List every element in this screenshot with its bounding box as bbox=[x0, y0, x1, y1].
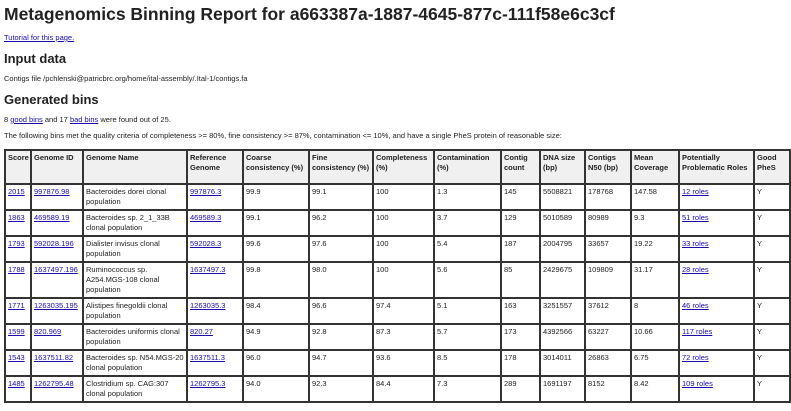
coarse-consistency-cell: 94.9 bbox=[243, 324, 309, 350]
column-header-contigs-n50: Contigs N50 (bp) bbox=[585, 150, 631, 184]
score-cell bbox=[5, 298, 31, 324]
reference-genome-link[interactable]: 1637511.3 bbox=[190, 353, 225, 362]
fine-consistency-cell: 97.6 bbox=[309, 236, 373, 262]
problematic-roles-cell bbox=[679, 376, 754, 402]
problematic-roles-cell bbox=[679, 350, 754, 376]
score-cell bbox=[5, 262, 31, 298]
score-link[interactable]: 1788 bbox=[8, 265, 25, 274]
reference-genome-cell bbox=[187, 324, 243, 350]
reference-genome-link[interactable]: 592028.3 bbox=[190, 239, 222, 248]
tutorial-link[interactable]: Tutorial for this page. bbox=[4, 33, 75, 42]
contigs-file-text: Contigs file /pchlenski@patricbrc.org/home/ital-assembly/.Ital-1/contigs.fa bbox=[4, 74, 248, 83]
contamination-cell: 3.7 bbox=[434, 210, 501, 236]
score-link[interactable]: 2015 bbox=[8, 187, 25, 196]
dna-size-cell: 4392566 bbox=[540, 324, 585, 350]
reference-genome-cell bbox=[187, 376, 243, 402]
score-cell bbox=[5, 376, 31, 402]
problematic-roles-link[interactable]: 28 roles bbox=[682, 265, 709, 274]
coarse-consistency-cell: 99.6 bbox=[243, 236, 309, 262]
problematic-roles-cell bbox=[679, 210, 754, 236]
column-header-problematic-roles: Potentially Problematic Roles bbox=[679, 150, 754, 184]
genome-id-link[interactable]: 469589.19 bbox=[34, 213, 70, 222]
genome-id-cell bbox=[31, 298, 83, 324]
reference-genome-link[interactable]: 997876.3 bbox=[190, 187, 222, 196]
mean-coverage-cell: 6.75 bbox=[631, 350, 679, 376]
bins-summary bbox=[4, 115, 787, 125]
table-row bbox=[5, 298, 790, 324]
completeness-cell: 93.6 bbox=[373, 350, 434, 376]
score-link[interactable]: 1599 bbox=[8, 327, 25, 336]
genome-name-cell: Bacteroides sp. 2_1_33B clonal population bbox=[83, 210, 187, 236]
contamination-cell: 1.3 bbox=[434, 184, 501, 210]
reference-genome-link[interactable]: 1262795.3 bbox=[190, 379, 226, 388]
contig-count-cell: 145 bbox=[501, 184, 540, 210]
column-header-score: Score bbox=[5, 150, 31, 184]
table-row bbox=[5, 262, 790, 298]
contig-count-cell: 163 bbox=[501, 298, 540, 324]
table-row bbox=[5, 184, 790, 210]
fine-consistency-cell: 92.8 bbox=[309, 324, 373, 350]
coarse-consistency-cell: 96.0 bbox=[243, 350, 309, 376]
contamination-cell: 5.7 bbox=[434, 324, 501, 350]
reference-genome-link[interactable]: 469589.3 bbox=[190, 213, 222, 222]
mean-coverage-cell: 31.17 bbox=[631, 262, 679, 298]
coarse-consistency-cell: 99.9 bbox=[243, 184, 309, 210]
column-header-coarse-consistency: Coarse consistency (%) bbox=[243, 150, 309, 184]
completeness-cell: 100 bbox=[373, 236, 434, 262]
mean-coverage-cell: 147.58 bbox=[631, 184, 679, 210]
good-phes-cell: Y bbox=[754, 184, 790, 210]
genome-id-cell bbox=[31, 376, 83, 402]
score-link[interactable]: 1485 bbox=[8, 379, 25, 388]
good-phes-cell: Y bbox=[754, 298, 790, 324]
fine-consistency-cell: 92.3 bbox=[309, 376, 373, 402]
contamination-cell: 7.3 bbox=[434, 376, 501, 402]
good-phes-cell: Y bbox=[754, 236, 790, 262]
reference-genome-cell bbox=[187, 262, 243, 298]
problematic-roles-cell bbox=[679, 184, 754, 210]
contig-count-cell: 289 bbox=[501, 376, 540, 402]
completeness-cell: 87.3 bbox=[373, 324, 434, 350]
reference-genome-cell bbox=[187, 210, 243, 236]
completeness-cell: 100 bbox=[373, 210, 434, 236]
generated-bins-heading: Generated bins bbox=[4, 92, 99, 107]
score-cell bbox=[5, 324, 31, 350]
column-header-contig-count: Contig count bbox=[501, 150, 540, 184]
problematic-roles-cell bbox=[679, 298, 754, 324]
score-link[interactable]: 1543 bbox=[8, 353, 25, 362]
contigs-n50-cell: 178768 bbox=[585, 184, 631, 210]
dna-size-cell: 5508821 bbox=[540, 184, 585, 210]
coarse-consistency-cell: 99.8 bbox=[243, 262, 309, 298]
mean-coverage-cell: 8.42 bbox=[631, 376, 679, 402]
column-header-dna-size: DNA size (bp) bbox=[540, 150, 585, 184]
table-row bbox=[5, 210, 790, 236]
fine-consistency-cell: 96.2 bbox=[309, 210, 373, 236]
score-cell bbox=[5, 236, 31, 262]
completeness-cell: 97.4 bbox=[373, 298, 434, 324]
problematic-roles-cell bbox=[679, 324, 754, 350]
genome-id-link[interactable]: 820.969 bbox=[34, 327, 62, 336]
table-row bbox=[5, 236, 790, 262]
contigs-n50-cell: 63227 bbox=[585, 324, 631, 350]
table-row bbox=[5, 350, 790, 376]
dna-size-cell: 3014011 bbox=[540, 350, 585, 376]
completeness-cell: 84.4 bbox=[373, 376, 434, 402]
fine-consistency-cell: 96.6 bbox=[309, 298, 373, 324]
reference-genome-cell bbox=[187, 236, 243, 262]
score-cell bbox=[5, 210, 31, 236]
column-header-contamination: Contamination (%) bbox=[434, 150, 501, 184]
genome-id-cell bbox=[31, 350, 83, 376]
problematic-roles-link[interactable]: 12 roles bbox=[682, 187, 709, 196]
dna-size-cell: 5010589 bbox=[540, 210, 585, 236]
bins-table bbox=[4, 149, 791, 403]
dna-size-cell: 3251557 bbox=[540, 298, 585, 324]
good-count: 8 bbox=[4, 115, 9, 124]
genome-id-link[interactable]: 1637497.196 bbox=[34, 265, 78, 274]
genome-name-cell: Bacteroides sp. N54.MGS-20 clonal population bbox=[83, 350, 187, 376]
genome-id-cell bbox=[31, 210, 83, 236]
contig-count-cell: 178 bbox=[501, 350, 540, 376]
problematic-roles-cell bbox=[679, 262, 754, 298]
good-phes-cell: Y bbox=[754, 376, 790, 402]
bad-count: and 17 bbox=[44, 115, 68, 124]
good-phes-cell: Y bbox=[754, 262, 790, 298]
summary-tail: were found out of 25. bbox=[100, 115, 171, 124]
genome-id-cell bbox=[31, 184, 83, 210]
good-phes-cell: Y bbox=[754, 350, 790, 376]
contigs-n50-cell: 33657 bbox=[585, 236, 631, 262]
page-title: Metagenomics Binning Report for a663387a-1887-4645-877c-111f58e6c3cf bbox=[4, 4, 615, 24]
column-header-reference-genome: Reference Genome bbox=[187, 150, 243, 184]
genome-name-cell: Dialister invisus clonal population bbox=[83, 236, 187, 262]
genome-id-cell bbox=[31, 236, 83, 262]
coarse-consistency-cell: 99.1 bbox=[243, 210, 309, 236]
dna-size-cell: 1691197 bbox=[540, 376, 585, 402]
fine-consistency-cell: 98.0 bbox=[309, 262, 373, 298]
genome-name-cell: Bacteroides uniformis clonal population bbox=[83, 324, 187, 350]
genome-name-cell: Bacteroides dorei clonal population bbox=[83, 184, 187, 210]
reference-genome-link[interactable]: 1637497.3 bbox=[190, 265, 226, 274]
contigs-n50-cell: 80989 bbox=[585, 210, 631, 236]
fine-consistency-cell: 99.1 bbox=[309, 184, 373, 210]
coarse-consistency-cell: 98.4 bbox=[243, 298, 309, 324]
genome-id-cell bbox=[31, 262, 83, 298]
contig-count-cell: 173 bbox=[501, 324, 540, 350]
contigs-n50-cell: 37612 bbox=[585, 298, 631, 324]
genome-name-cell: Clostridium sp. CAG:307 clonal population bbox=[83, 376, 187, 402]
table-row bbox=[5, 324, 790, 350]
genome-name-cell: Ruminococcus sp. A254.MGS-108 clonal population bbox=[83, 262, 187, 298]
criteria-text: The following bins met the quality criteria of completeness >= 80%, fine consistency >= 87%, contamination <= 10%, and have a single PheS protein of reasonable size: bbox=[4, 131, 562, 140]
problematic-roles-link[interactable]: 33 roles bbox=[682, 239, 709, 248]
dna-size-cell: 2429675 bbox=[540, 262, 585, 298]
problematic-roles-link[interactable]: 117 roles bbox=[682, 327, 713, 336]
reference-genome-cell bbox=[187, 298, 243, 324]
contamination-cell: 5.4 bbox=[434, 236, 501, 262]
column-header-mean-coverage: Mean Coverage bbox=[631, 150, 679, 184]
contig-count-cell: 129 bbox=[501, 210, 540, 236]
genome-id-link[interactable]: 1637511.82 bbox=[34, 353, 74, 362]
fine-consistency-cell: 94.7 bbox=[309, 350, 373, 376]
dna-size-cell: 2004795 bbox=[540, 236, 585, 262]
genome-id-link[interactable]: 592028.196 bbox=[34, 239, 74, 248]
contigs-n50-cell: 109809 bbox=[585, 262, 631, 298]
coarse-consistency-cell: 94.0 bbox=[243, 376, 309, 402]
completeness-cell: 100 bbox=[373, 262, 434, 298]
input-data-heading: Input data bbox=[4, 51, 67, 66]
genome-id-cell bbox=[31, 324, 83, 350]
problematic-roles-link[interactable]: 46 roles bbox=[682, 301, 709, 310]
contamination-cell: 5.6 bbox=[434, 262, 501, 298]
column-header-genome-id: Genome ID bbox=[31, 150, 83, 184]
contigs-n50-cell: 8152 bbox=[585, 376, 631, 402]
column-header-fine-consistency: Fine consistency (%) bbox=[309, 150, 373, 184]
reference-genome-cell bbox=[187, 184, 243, 210]
genome-name-cell: Alistipes finegoldii clonal population bbox=[83, 298, 187, 324]
mean-coverage-cell: 10.66 bbox=[631, 324, 679, 350]
bad-bins-link[interactable]: bad bins bbox=[69, 115, 99, 124]
problematic-roles-link[interactable]: 109 roles bbox=[682, 379, 713, 388]
completeness-cell: 100 bbox=[373, 184, 434, 210]
score-cell bbox=[5, 350, 31, 376]
good-phes-cell: Y bbox=[754, 210, 790, 236]
mean-coverage-cell: 19.22 bbox=[631, 236, 679, 262]
problematic-roles-link[interactable]: 51 roles bbox=[682, 213, 709, 222]
reference-genome-link[interactable]: 1263035.3 bbox=[190, 301, 226, 310]
contigs-n50-cell: 26863 bbox=[585, 350, 631, 376]
column-header-genome-name: Genome Name bbox=[83, 150, 187, 184]
column-header-completeness: Completeness (%) bbox=[373, 150, 434, 184]
mean-coverage-cell: 8 bbox=[631, 298, 679, 324]
column-header-good-phes: Good PheS bbox=[754, 150, 790, 184]
genome-id-link[interactable]: 1263035.195 bbox=[34, 301, 78, 310]
contamination-cell: 5.1 bbox=[434, 298, 501, 324]
table-row bbox=[5, 376, 790, 402]
good-bins-link[interactable]: good bins bbox=[10, 115, 43, 124]
score-cell bbox=[5, 184, 31, 210]
reference-genome-cell bbox=[187, 350, 243, 376]
problematic-roles-link[interactable]: 72 roles bbox=[682, 353, 709, 362]
good-phes-cell: Y bbox=[754, 324, 790, 350]
genome-id-link[interactable]: 997876.98 bbox=[34, 187, 70, 196]
mean-coverage-cell: 9.3 bbox=[631, 210, 679, 236]
contig-count-cell: 85 bbox=[501, 262, 540, 298]
reference-genome-link[interactable]: 820.27 bbox=[190, 327, 213, 336]
score-link[interactable]: 1793 bbox=[8, 239, 25, 248]
contig-count-cell: 187 bbox=[501, 236, 540, 262]
score-link[interactable]: 1771 bbox=[8, 301, 25, 310]
problematic-roles-cell bbox=[679, 236, 754, 262]
contamination-cell: 8.5 bbox=[434, 350, 501, 376]
genome-id-link[interactable]: 1262795.48 bbox=[34, 379, 74, 388]
score-link[interactable]: 1863 bbox=[8, 213, 25, 222]
